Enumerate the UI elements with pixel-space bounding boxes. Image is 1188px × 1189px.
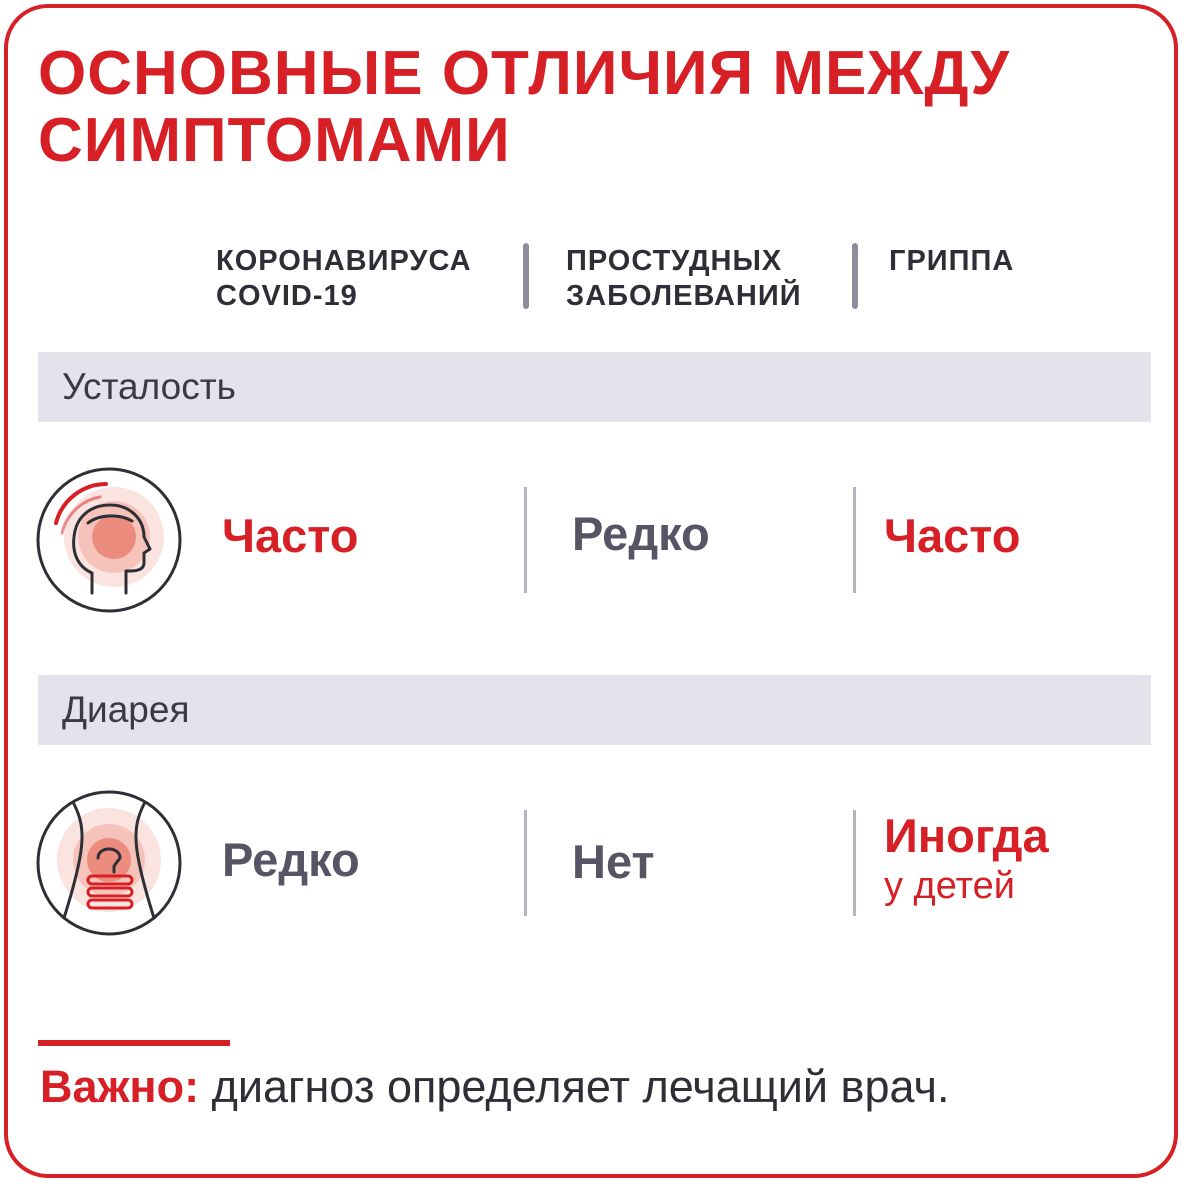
- diarrhea-flu-value: Иногда: [884, 809, 1049, 862]
- diarrhea-cold-value: Нет: [572, 835, 655, 888]
- symptom-band-diarrhea: Диарея: [38, 675, 1151, 745]
- note-label: Важно:: [40, 1061, 200, 1112]
- diarrhea-flu-subvalue: у детей: [884, 865, 1015, 907]
- column-divider: [523, 243, 529, 309]
- stomach-icon: [34, 788, 184, 938]
- row-divider: [524, 810, 527, 916]
- row-divider: [853, 810, 856, 916]
- column-header-line: ЗАБОЛЕВАНИЙ: [566, 280, 802, 312]
- column-header-line: КОРОНАВИРУСА: [216, 245, 472, 277]
- row-divider: [524, 487, 527, 593]
- title-line-1: ОСНОВНЫЕ ОТЛИЧИЯ МЕЖДУ: [38, 39, 1010, 108]
- diarrhea-covid-value: Редко: [222, 833, 360, 886]
- head-fatigue-icon: [34, 465, 184, 615]
- symptom-band-fatigue: Усталость: [38, 352, 1151, 422]
- note-text: диагноз определяет лечащий врач.: [211, 1061, 950, 1112]
- fatigue-cold-value: Редко: [572, 507, 710, 560]
- row-divider: [853, 487, 856, 593]
- column-header-line: COVID-19: [216, 280, 358, 312]
- column-header-covid: [216, 244, 472, 314]
- column-header-flu: [889, 244, 1014, 279]
- column-header-cold: [566, 244, 802, 314]
- note-accent-bar: [38, 1040, 230, 1046]
- column-divider: [852, 243, 858, 309]
- title-line-2: СИМПТОМАМИ: [38, 106, 511, 175]
- fatigue-flu-value: Часто: [884, 509, 1021, 562]
- column-header-line: ГРИППА: [889, 245, 1015, 277]
- fatigue-covid-value: Часто: [222, 509, 359, 562]
- important-note: [40, 1060, 949, 1114]
- page-title: [38, 40, 1010, 174]
- column-header-line: ПРОСТУДНЫХ: [566, 245, 783, 277]
